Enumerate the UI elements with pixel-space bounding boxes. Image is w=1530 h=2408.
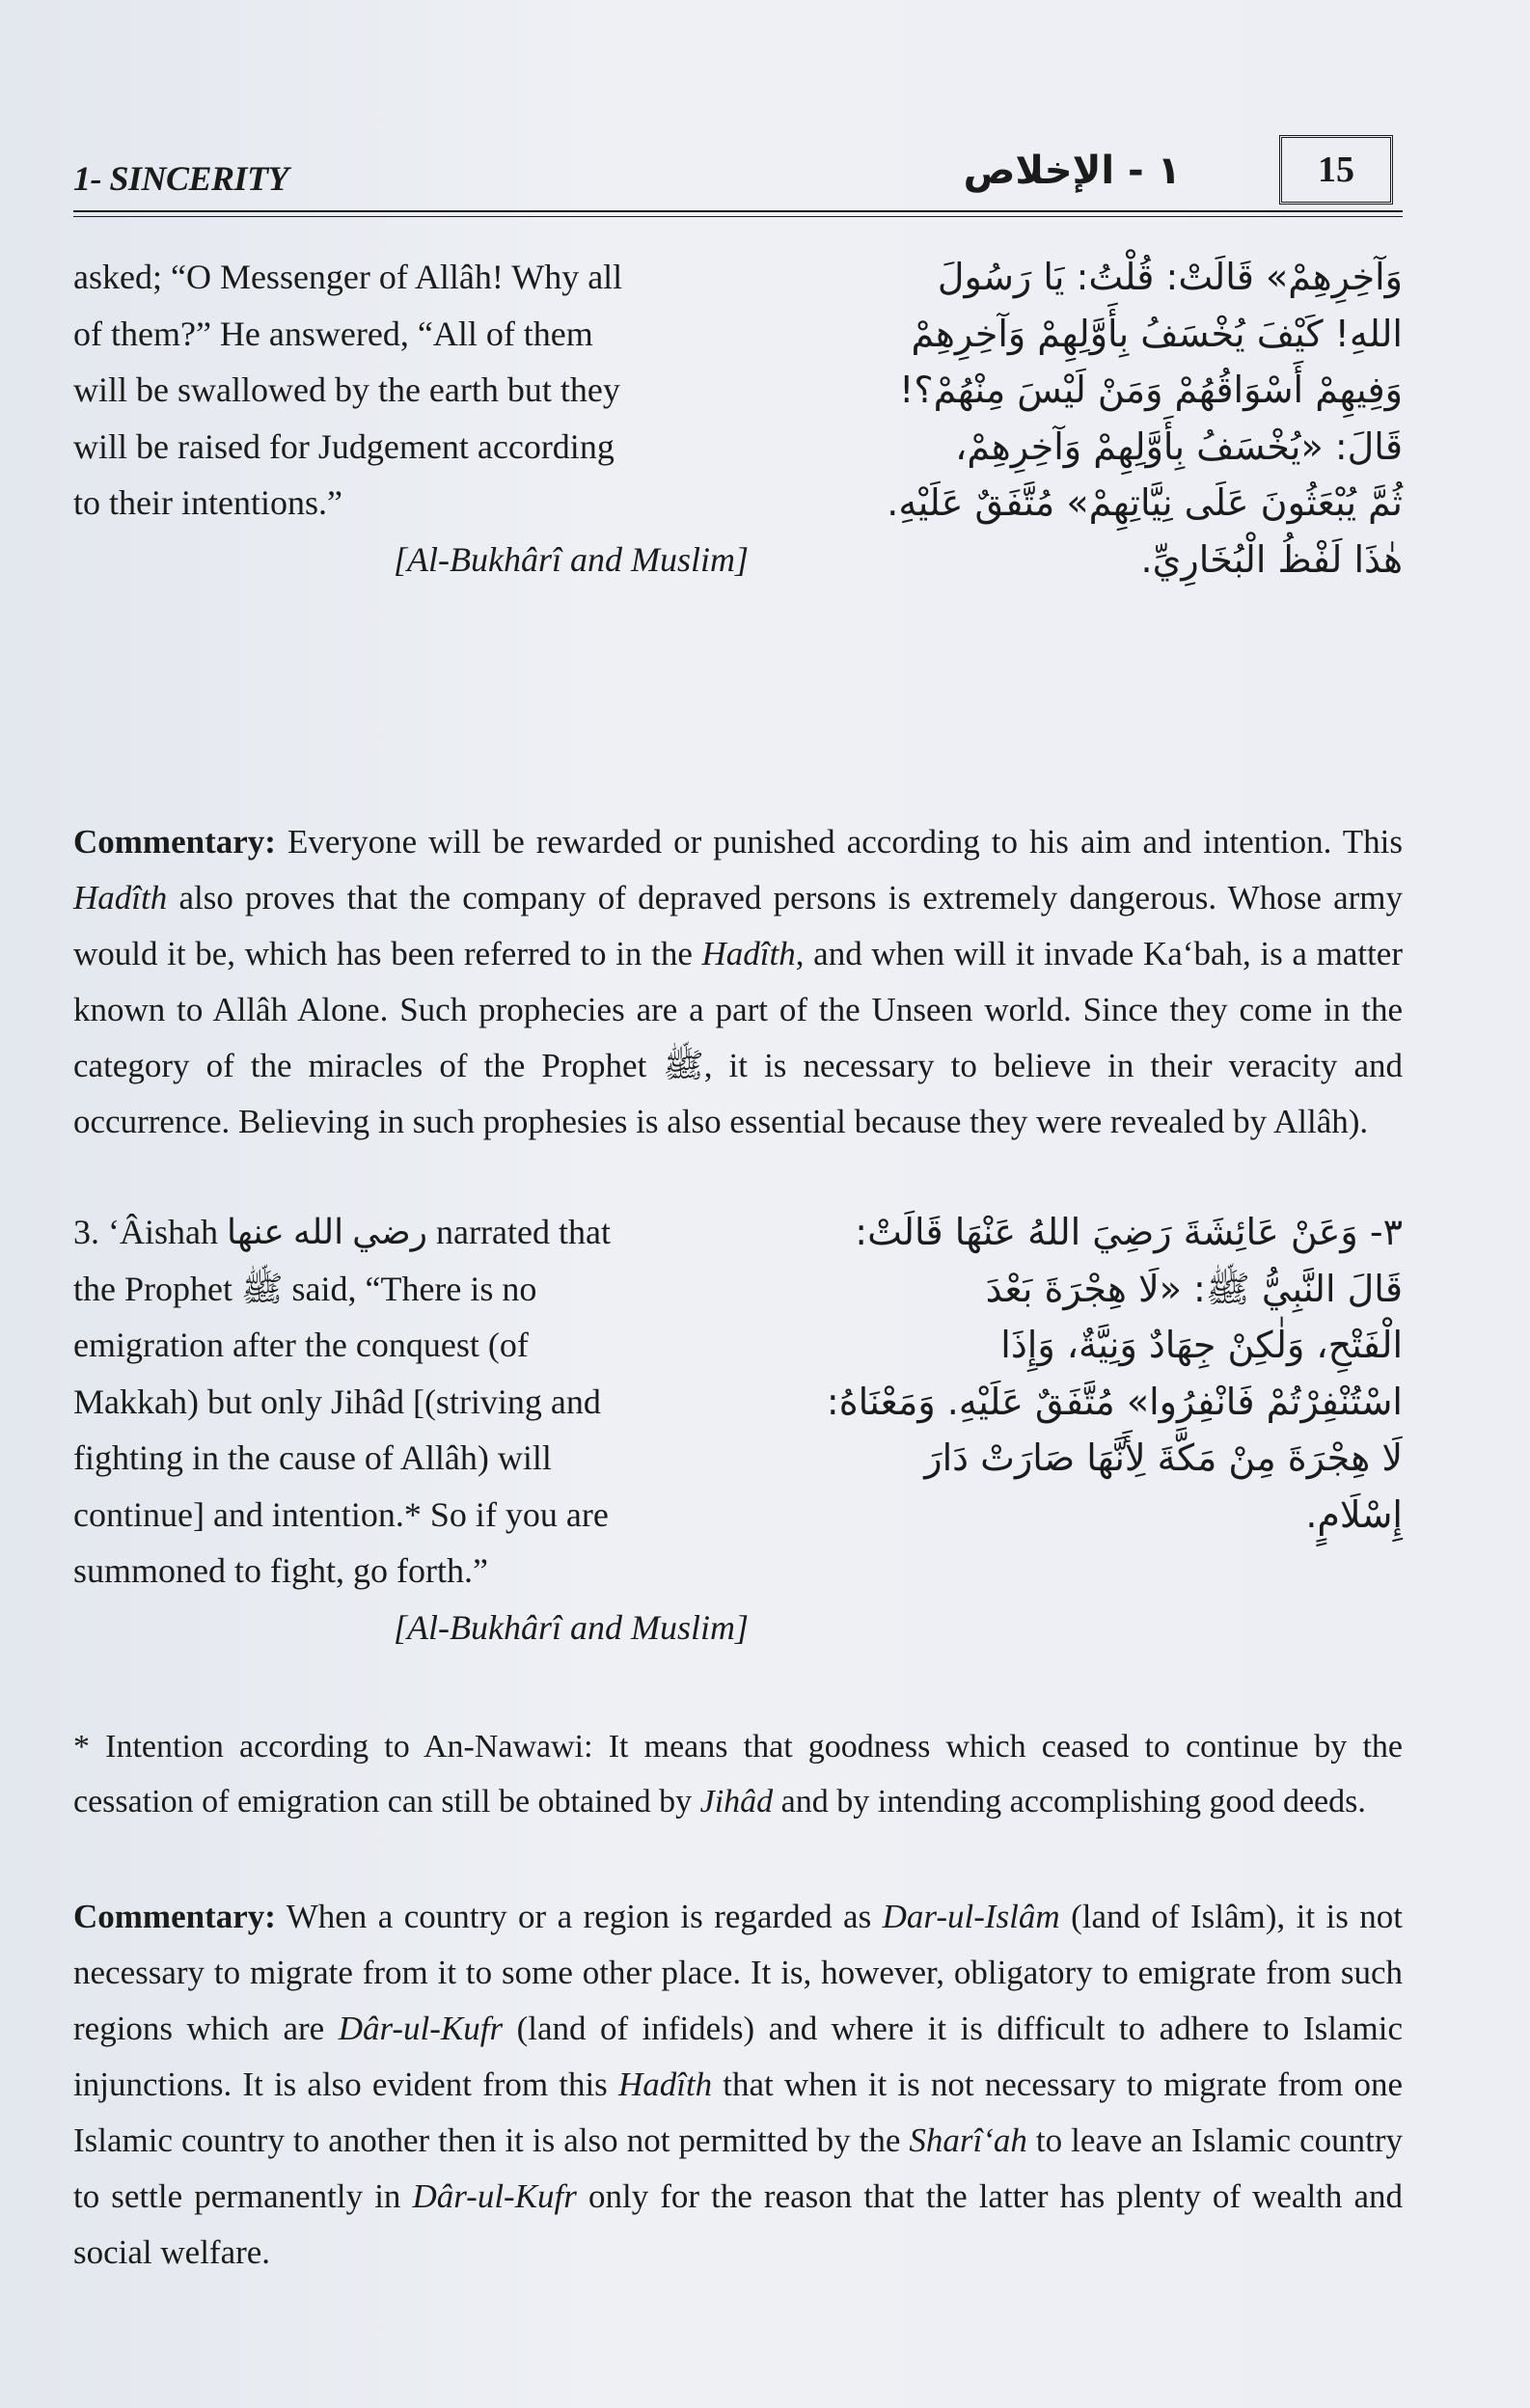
hadith-2-ar-line: ثُمَّ يُبْعَثُونَ عَلَى نِيَّاتِهِمْ» مُتَّفَقٌ عَلَيْهِ. (887, 481, 1403, 524)
commentary-text: that when it is not necessary to migrate from one Islamic country to another then it is also not permitted by the (73, 2066, 1403, 2159)
hadith-3-en-line: Makkah) but only Jihâd [(striving and (73, 1382, 601, 1421)
hadith-3-english (73, 1204, 749, 1656)
hadith-3-block (73, 1204, 1403, 1667)
commentary-1 (73, 814, 1403, 1150)
hadith-3-ar-line: إِسْلَامٍ. (1305, 1492, 1403, 1536)
commentary-label: Commentary: (73, 823, 276, 861)
hadith-2-ar-line: هٰذَا لَفْظُ الْبُخَارِيِّ. (1140, 537, 1403, 581)
hadith-2-en-line: to their intentions.” (73, 483, 342, 522)
header-divider (73, 210, 1403, 212)
commentary-term: Dâr-ul-Kufr (412, 2177, 577, 2215)
page-number: 15 (1279, 135, 1393, 205)
hadith-3-ar-line: لَا هِجْرَةَ مِنْ مَكَّةَ لِأَنَّهَا صَارَتْ دَارَ (924, 1437, 1403, 1479)
page-header (73, 135, 1403, 212)
commentary-term: Dâr-ul-Kufr (338, 2010, 504, 2047)
hadith-3-en-line: summoned to fight, go forth.” (73, 1551, 488, 1590)
hadith-3-ar-line: قَالَ النَّبِيُّ ﷺ: «لَا هِجْرَةَ بَعْدَ (985, 1267, 1403, 1310)
hadith-2-english (73, 249, 749, 588)
hadith-3-en-line: fighting in the cause of Allâh) will (73, 1438, 552, 1477)
hadith-3-en-line: 3. ‘Âishah رضي الله عنها narrated that (73, 1213, 611, 1251)
chapter-title-english: 1- SINCERITY (73, 159, 289, 198)
commentary-term: Dar-ul-Islâm (882, 1898, 1060, 1935)
commentary-text: (land of infidels) and where it is difficult to adhere to Islamic injunctions. It is also evident from this (73, 2010, 1404, 2103)
footnote-text: and by intending accomplishing good deeds. (773, 1784, 1366, 1820)
hadith-2-ar-line: قَالَ: «يُخْسَفُ بِأَوَّلِهِمْ وَآخِرِهِمْ، (955, 424, 1403, 468)
commentary-text: only for the reason that the latter has plenty of wealth and social welfare. (73, 2177, 1403, 2271)
commentary-text: (land of Islâm), it is not necessary to migrate from it to some other place. It is, however, obligatory to emigrate from such regions which are (73, 1898, 1403, 2047)
footnote-text: * Intention according to An-Nawawi: It means that goodness which ceased to continue by the cessation of emigration can still be obtained by (73, 1729, 1403, 1820)
hadith-3-en-line: the Prophet ﷺ said, “There is no (73, 1269, 537, 1308)
hadith-3-ar-line: اسْتُنْفِرْتُمْ فَانْفِرُوا» مُتَّفَقٌ عَلَيْهِ. وَمَعْنَاهُ: (826, 1380, 1403, 1423)
chapter-title-arabic: ١ - الإخلاص (963, 149, 1181, 193)
footnote-term: Jihâd (699, 1784, 774, 1820)
commentary-2 (73, 1889, 1403, 2281)
hadith-2-ar-line: وَآخِرِهِمْ» قَالَتْ: قُلْتُ: يَا رَسُولَ (937, 256, 1403, 298)
hadith-2-arabic (805, 249, 1403, 588)
commentary-term: Hadîth (617, 2066, 713, 2103)
commentary-text: When a country or a region is regarded as (275, 1898, 883, 1935)
hadith-2-en-line: will be raised for Judgement according (73, 426, 615, 466)
hadith-3-en-line: emigration after the conquest (of (73, 1326, 529, 1364)
hadith-2-en-line: of them?” He answered, “All of them (73, 314, 593, 353)
commentary-term: Sharî‘ah (909, 2121, 1027, 2159)
hadith-2-ar-line: اللهِ! كَيْفَ يُخْسَفُ بِأَوَّلِهِمْ وَآخِرِهِمْ (911, 312, 1403, 355)
header-divider-thin (73, 216, 1403, 217)
hadith-2-ar-line: وَفِيهِمْ أَسْوَاقُهُمْ وَمَنْ لَيْسَ مِنْهُمْ؟! (899, 369, 1403, 411)
commentary-label: Commentary: (73, 1898, 276, 1935)
commentary-text: also proves that the company of depraved persons is extremely dangerous. Whose army would it be, which has been referred to in the (73, 879, 1403, 972)
hadith-3-arabic (805, 1204, 1403, 1543)
commentary-text: Everyone will be rewarded or punished according to his aim and intention. This (275, 823, 1403, 861)
hadith-3-ar-line: ٣- وَعَنْ عَائِشَةَ رَضِيَ اللهُ عَنْهَا قَالَتْ: (855, 1211, 1403, 1253)
hadith-2-en-line: asked; “O Messenger of Allâh! Why all (73, 258, 623, 296)
hadith-3-ar-line: الْفَتْحِ، وَلٰكِنْ جِهَادٌ وَنِيَّةٌ، وَإِذَا (1000, 1324, 1403, 1366)
hadith-2-reference: [Al-Bukhârî and Muslim] (394, 539, 749, 579)
commentary-term: Hadîth (701, 935, 796, 972)
hadith-2-block (73, 249, 1403, 654)
commentary-term: Hadîth (73, 879, 168, 917)
commentary-text: to leave an Islamic country to settle permanently in (73, 2121, 1403, 2215)
hadith-3-reference: [Al-Bukhârî and Muslim] (394, 1607, 749, 1647)
hadith-3-en-line: continue] and intention.* So if you are (73, 1494, 609, 1534)
footnote (73, 1719, 1403, 1829)
hadith-2-en-line: will be swallowed by the earth but they (73, 370, 620, 409)
commentary-text: , and when will it invade Ka‘bah, is a matter known to Allâh Alone. Such prophecies are a part of the Unseen world. Since they come in the category of the miracles of the Prophet ﷺ, it is necessary to believe in their veracity and occurrence. Believing in such prophesies is also essential because they were revealed by Allâh). (73, 935, 1403, 1140)
